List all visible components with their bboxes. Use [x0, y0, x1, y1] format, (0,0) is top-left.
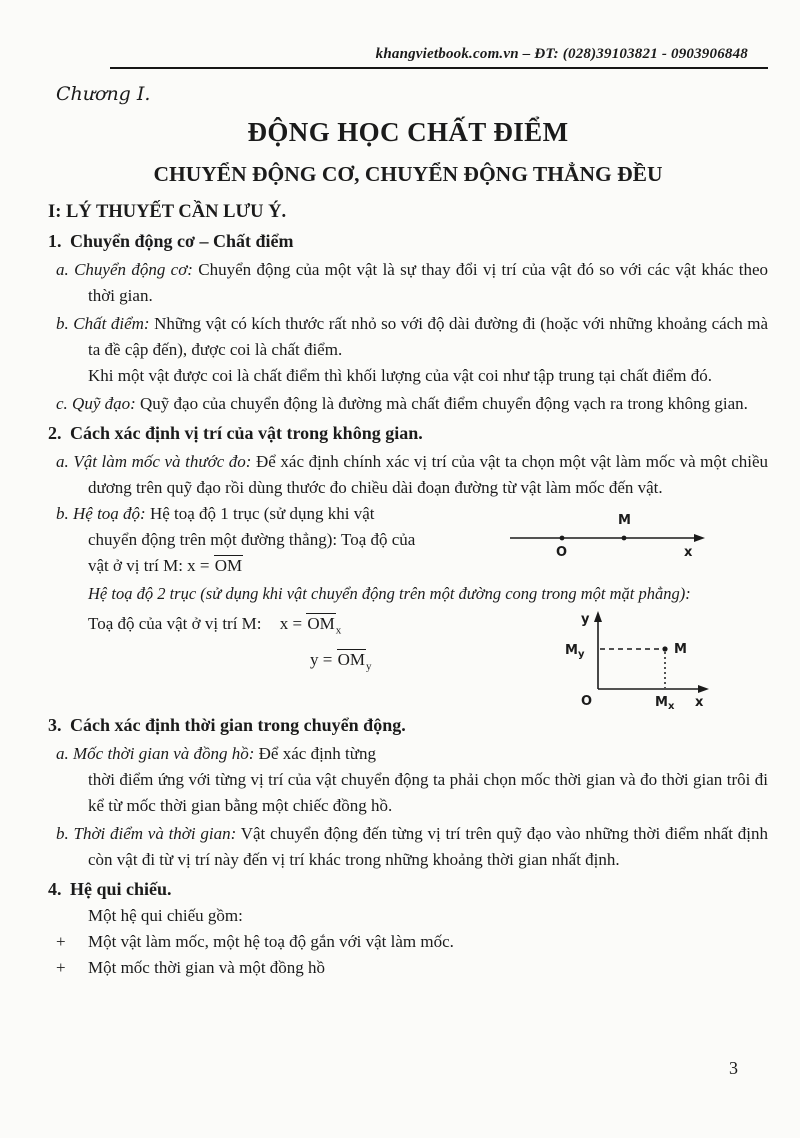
paragraph-b3-text: Vật chuyển động đến từng vị trí trên quỹ đạo vào những thời điểm nhất định còn vật đi từ vị trí này đến vị trí khác trong những khoảng thời gian nhất định.	[88, 824, 768, 869]
page-number: 3	[729, 1058, 738, 1078]
label-m: M	[618, 513, 631, 528]
two-axis-note: Hệ toạ độ 2 trục (sử dụng khi vật chuyển động trên một đường cong trong một mặt phẳng):	[88, 584, 691, 603]
axis-diagram-1d	[508, 509, 708, 567]
heading-2-text: Cách xác định vị trí của vật trong không gian.	[70, 423, 423, 443]
formula-omx-overline: OM	[307, 614, 335, 633]
formula-omx-sub: x	[335, 624, 342, 637]
paragraph-c1	[56, 391, 768, 417]
formula-x-om-pre: vật ở vị trí M: x =	[88, 556, 210, 575]
paragraph-c1-text: Quỹ đạo của chuyển động là đường mà chất điểm chuyển động vạch ra trong không gian.	[140, 394, 748, 413]
label-m: M	[674, 642, 687, 657]
paragraph-a3-text2: thời điểm ứng với từng vị trí của vật chuyển động ta phải chọn mốc thời gian và đo thời gian trôi đi kể từ mốc thời gian bằng một chiếc đồng hồ.	[88, 770, 768, 815]
axis-diagram-1d-svg	[508, 509, 708, 559]
paragraph-a3-label: a.	[56, 744, 69, 763]
paragraph-a3-lead: Mốc thời gian và đồng hồ:	[73, 744, 255, 763]
section-theory-heading: I: LÝ THUYẾT CẦN LƯU Ý.	[48, 202, 287, 222]
paragraph-b3	[56, 821, 768, 873]
label-mx: $M_x$	[655, 695, 675, 709]
bullet-plus-marker: +	[56, 932, 66, 951]
origin-point	[560, 536, 565, 541]
formula-om-overline: OM	[214, 556, 243, 575]
formula-y-lhs: y =	[310, 650, 333, 670]
bullet-plus-marker: +	[56, 958, 66, 977]
formula-x-lhs: x =	[279, 614, 303, 633]
heading-4-number: 4.	[48, 879, 62, 899]
paragraph-b2-label: b.	[56, 504, 69, 523]
paragraph-b2-with-diagram	[56, 501, 768, 579]
label-x: x	[684, 545, 693, 559]
paragraph-b1-lead: Chất điểm:	[73, 314, 150, 333]
paragraph-a1-label: a.	[56, 260, 69, 279]
heading-2-number: 2.	[48, 423, 62, 443]
label-my: $M_y$	[565, 643, 585, 660]
page-subtitle: CHUYỂN ĐỘNG CƠ, CHUYỂN ĐỘNG THẲNG ĐỀU	[153, 162, 663, 186]
paragraph-a2-lead: Vật làm mốc và thước đo:	[73, 452, 252, 471]
paragraph-b1	[56, 311, 768, 363]
heading-1	[48, 228, 768, 255]
paragraph-b1-text: Những vật có kích thước rất nhỏ so với độ dài đường đi (hoặc với những khoảng cách mà ta đề cập đến), được coi là chất điểm.	[88, 314, 768, 359]
page-title: ĐỘNG HỌC CHẤT ĐIỂM	[247, 117, 569, 147]
paragraph-b1-label: b.	[56, 314, 69, 333]
list-item	[56, 929, 768, 955]
paragraph-c1-label: c.	[56, 394, 68, 413]
heading-2	[48, 420, 768, 447]
paragraph-a2-label: a.	[56, 452, 69, 471]
reference-frame-intro: Một hệ qui chiếu gồm:	[88, 906, 243, 925]
paragraph-a2-text: Để xác định chính xác vị trí của vật ta chọn một vật làm mốc và một chiều dương trên quỹ đạo rồi dùng thước đo chiều dài đoạn đường từ vật làm mốc đến vật.	[88, 452, 769, 497]
header-rule	[110, 67, 768, 69]
paragraph-b3-lead: Thời điểm và thời gian:	[73, 824, 237, 843]
axis-diagram-2d	[562, 609, 712, 719]
paragraph-c1-lead: Quỹ đạo:	[72, 394, 136, 413]
paragraph-b2-line2: chuyển động trên một đường thẳng): Toạ độ của	[88, 530, 416, 549]
formula-pre: Toạ độ của vật ở vị trí M:	[88, 614, 262, 633]
paragraph-a3	[56, 741, 768, 819]
formula-omy-overline: OM	[337, 650, 365, 670]
heading-4	[48, 876, 768, 903]
publisher-contact: khangvietbook.com.vn – ĐT: (028)39103821 - 0903906848	[375, 46, 748, 62]
y-axis-arrowhead-icon	[594, 611, 602, 622]
label-x: x	[695, 695, 704, 709]
paragraph-b3-label: b.	[56, 824, 69, 843]
chapter-label: Chương I.	[56, 83, 151, 105]
bullet-2-text: Một mốc thời gian và một đồng hồ	[88, 958, 326, 977]
heading-3-text: Cách xác định thời gian trong chuyển động.	[70, 715, 406, 735]
paragraph-a1	[56, 257, 768, 309]
label-o: O	[556, 545, 568, 559]
heading-1-number: 1.	[48, 231, 62, 251]
label-o: O	[581, 694, 593, 709]
heading-3-number: 3.	[48, 715, 62, 735]
label-y: y	[581, 612, 590, 627]
paragraph-a1-lead: Chuyển động cơ:	[74, 260, 193, 279]
paragraph-b1-continuation: Khi một vật được coi là chất điểm thì khối lượng của vật coi như tập trung tại chất điểm đó.	[88, 366, 712, 385]
x-axis-arrowhead-icon	[698, 685, 709, 693]
page-header	[48, 46, 768, 63]
bullet-1-text: Một vật làm mốc, một hệ toạ độ gắn với vật làm mốc.	[88, 932, 454, 951]
formula-omy-sub: y	[366, 660, 372, 673]
paragraph-b2-lead: Hệ toạ độ:	[73, 504, 146, 523]
heading-1-text: Chuyển động cơ – Chất điểm	[70, 231, 294, 251]
axis-arrowhead-icon	[694, 534, 705, 542]
paragraph-a3-text1: Để xác định từng	[258, 744, 376, 763]
paragraph-b2-line1-text: Hệ toạ độ 1 trục (sử dụng khi vật	[149, 504, 375, 523]
list-item	[56, 955, 768, 981]
coordinate-formulas-with-diagram	[88, 609, 768, 709]
paragraph-a1-text: Chuyển động của một vật là sự thay đổi vị trí của vật đó so với các vật khác theo thời gian.	[88, 260, 768, 305]
axis-diagram-2d-svg	[562, 609, 712, 709]
heading-4-text: Hệ qui chiếu.	[70, 879, 172, 899]
point-m	[622, 536, 627, 541]
point-m	[662, 646, 667, 651]
paragraph-a2	[56, 449, 768, 501]
